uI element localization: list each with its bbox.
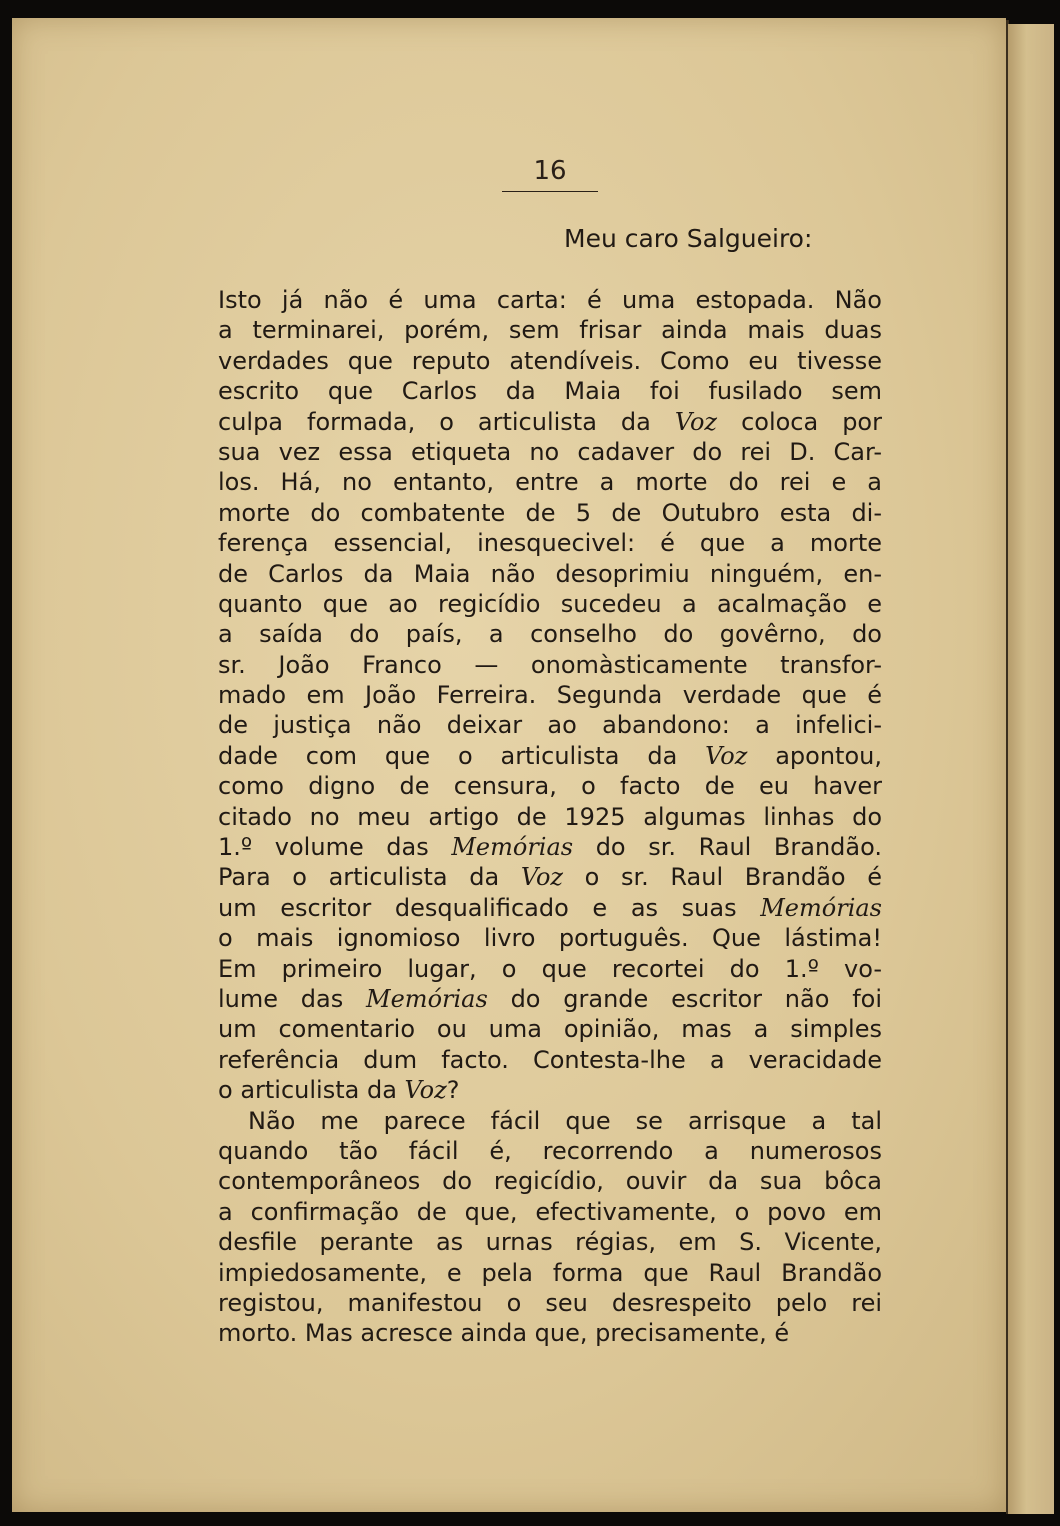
text-run: ? — [446, 1076, 460, 1105]
italic-title: Memórias — [760, 893, 882, 922]
italic-title: Voz — [520, 863, 564, 892]
text-run: do sr. Raul Brandão. — [573, 833, 883, 862]
text-line — [218, 437, 882, 467]
text-line — [218, 1136, 882, 1166]
text-line — [218, 285, 882, 315]
italic-title: Voz — [705, 741, 748, 770]
italic-title: Memórias — [366, 984, 488, 1013]
text-run: quanto que ao regicídio sucedeu a acalmação e — [218, 589, 882, 618]
text-line — [218, 1045, 882, 1075]
text-line — [218, 954, 882, 984]
text-run: quando tão fácil é, recorrendo a numerosos — [218, 1136, 882, 1165]
text-line — [218, 802, 882, 832]
text-run: 1.º volume das — [218, 833, 452, 862]
letter-salutation: Meu caro Salgueiro: — [564, 224, 813, 253]
text-run: ferença essencial, inesquecivel: é que a morte — [218, 529, 882, 558]
text-run: o articulista da — [218, 1076, 405, 1105]
page-number-rule — [502, 191, 598, 192]
text-run: desfile perante as urnas régias, em S. Vicente, — [218, 1228, 882, 1257]
text-run: referência dum facto. Contesta-lhe a veracidade — [218, 1045, 882, 1074]
text-run: de justiça não deixar ao abandono: a infelici- — [218, 711, 882, 740]
text-run: lume das — [218, 984, 367, 1013]
text-run: impiedosamente, e pela forma que Raul Brandão — [218, 1258, 882, 1287]
text-run: dade com que o articulista da — [218, 741, 706, 770]
text-line — [218, 923, 882, 953]
text-line — [218, 862, 882, 892]
text-run: apontou, — [747, 741, 882, 770]
text-line — [218, 1075, 882, 1105]
text-line — [218, 407, 882, 437]
text-line — [218, 1318, 882, 1348]
text-run: coloca por — [717, 407, 882, 436]
text-run: sua vez essa etiqueta no cadaver do rei D. Car- — [218, 437, 882, 466]
text-run: o mais ignomioso livro português. Que lástima! — [218, 924, 882, 953]
text-run: verdades que reputo atendíveis. Como eu tivesse — [218, 346, 882, 375]
text-line — [218, 1227, 882, 1257]
text-line — [218, 1014, 882, 1044]
text-line — [218, 1166, 882, 1196]
text-line — [218, 528, 882, 558]
text-line — [218, 1258, 882, 1288]
italic-title: Voz — [404, 1076, 447, 1105]
text-line — [218, 1106, 882, 1136]
body-text — [218, 285, 882, 1349]
text-run: morte do combatente de 5 de Outubro esta di- — [218, 498, 882, 527]
text-run: culpa formada, o articulista da — [218, 407, 675, 436]
text-line — [218, 559, 882, 589]
italic-title: Voz — [674, 407, 718, 436]
text-line — [218, 741, 882, 771]
text-line — [218, 1197, 882, 1227]
text-run: Para o articulista da — [218, 863, 521, 892]
text-run: los. Há, no entanto, entre a morte do rei e a — [218, 468, 882, 497]
text-run: sr. João Franco — onomàsticamente transfor- — [218, 650, 882, 679]
text-line — [218, 376, 882, 406]
text-line — [218, 346, 882, 376]
text-line — [218, 498, 882, 528]
adjacent-page-edge — [1008, 24, 1054, 1514]
text-run: um comentario ou uma opinião, mas a simples — [218, 1015, 882, 1044]
text-run: a terminarei, porém, sem frisar ainda mais duas — [218, 316, 882, 345]
text-line — [218, 680, 882, 710]
text-run: um escritor desqualificado e as suas — [218, 893, 761, 922]
text-line — [218, 710, 882, 740]
text-run: a confirmação de que, efectivamente, o povo em — [218, 1197, 882, 1226]
text-run: escrito que Carlos da Maia foi fusilado sem — [218, 377, 882, 406]
text-run: Em primeiro lugar, o que recortei do 1.º vo- — [218, 954, 882, 983]
text-run: a saída do país, a conselho do govêrno, do — [218, 620, 882, 649]
text-line — [218, 1288, 882, 1318]
text-line — [218, 832, 882, 862]
page-number: 16 — [533, 156, 567, 186]
text-run: do grande escritor não foi — [487, 984, 882, 1013]
text-line — [218, 650, 882, 680]
text-run: de Carlos da Maia não desoprimiu ninguém, en- — [218, 559, 882, 588]
text-line — [218, 467, 882, 497]
text-line — [218, 315, 882, 345]
text-run: mado em João Ferreira. Segunda verdade que é — [218, 681, 882, 710]
text-run: registou, manifestou o seu desrespeito pelo rei — [218, 1288, 882, 1317]
text-run: contemporâneos do regicídio, ouvir da sua bôca — [218, 1167, 882, 1196]
text-line — [218, 893, 882, 923]
text-run: como digno de censura, o facto de eu haver — [218, 772, 882, 801]
text-run: citado no meu artigo de 1925 algumas linhas do — [218, 802, 882, 831]
text-run: Isto já não é uma carta: é uma estopada. Não — [218, 286, 882, 314]
text-run: morto. Mas acresce ainda que, precisamente, é — [218, 1319, 790, 1348]
text-line — [218, 589, 882, 619]
text-run: Não me parece fácil que se arrisque a tal — [248, 1106, 882, 1135]
text-run: o sr. Raul Brandão é — [563, 863, 883, 892]
text-line — [218, 984, 882, 1014]
italic-title: Memórias — [451, 833, 574, 862]
text-line — [218, 619, 882, 649]
text-line — [218, 771, 882, 801]
